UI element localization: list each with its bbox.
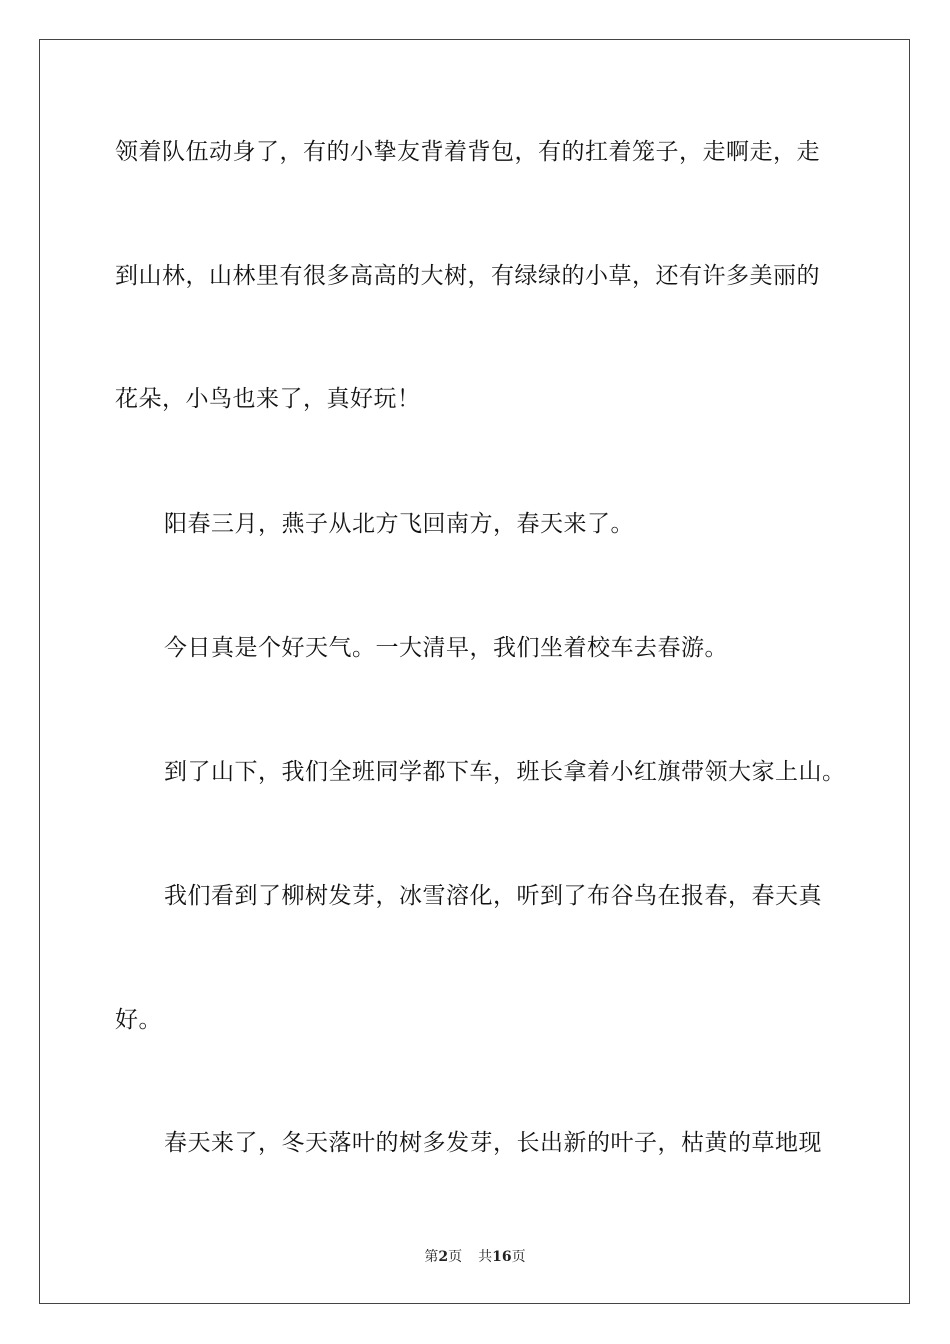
text-line-4: 阳春三月，燕子从北方飞回南方，春天来了。 <box>164 511 634 537</box>
page-footer <box>0 1248 950 1266</box>
page-prefix: 第 <box>424 1249 439 1265</box>
total-suffix: 页 <box>511 1249 526 1265</box>
text-line-3: 花朵，小鸟也来了，真好玩！ <box>115 386 421 412</box>
text-line-8: 好。 <box>115 1007 162 1033</box>
total-prefix: 共 <box>478 1249 493 1265</box>
text-line-5: 今日真是个好天气。一大清早，我们坐着校车去春游。 <box>164 635 728 661</box>
text-line-9: 春天来了，冬天落叶的树多发芽，长出新的叶子，枯黄的草地现 <box>164 1130 822 1156</box>
text-line-2: 到山林，山林里有很多高高的大树，有绿绿的小草，还有许多美丽的 <box>115 263 820 289</box>
page-border <box>39 39 910 1304</box>
page-suffix: 页 <box>448 1249 463 1265</box>
text-line-6: 到了山下，我们全班同学都下车，班长拿着小红旗带领大家上山。 <box>164 759 846 785</box>
text-line-1: 领着队伍动身了，有的小挚友背着背包，有的扛着笼子，走啊走，走 <box>115 139 820 165</box>
page-number: 2 <box>438 1249 449 1265</box>
text-line-7: 我们看到了柳树发芽，冰雪溶化，听到了布谷鸟在报春，春天真 <box>164 883 822 909</box>
total-pages: 16 <box>492 1249 512 1265</box>
